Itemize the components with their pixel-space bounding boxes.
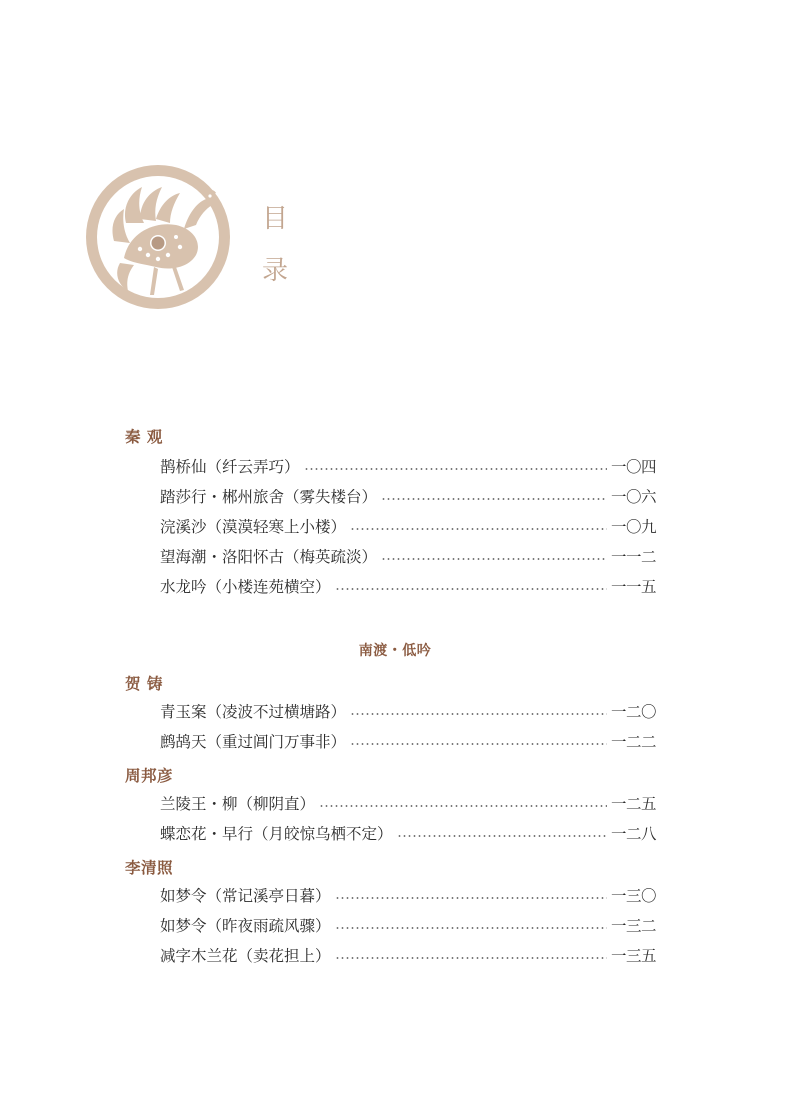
leader-dots xyxy=(335,588,607,590)
entry-page: 一〇六 xyxy=(610,488,656,506)
leader-dots xyxy=(335,957,607,959)
entry-page: 一二〇 xyxy=(610,703,656,721)
toc-entry[interactable] xyxy=(160,485,656,507)
leader-dots xyxy=(381,558,607,560)
author-heading: 李清照 xyxy=(125,858,174,877)
entry-page: 一一五 xyxy=(610,578,656,596)
toc-entry[interactable] xyxy=(160,545,656,567)
phoenix-emblem-icon xyxy=(84,163,232,311)
entry-title: 蝶恋花・早行（月皎惊乌栖不定） xyxy=(160,825,393,843)
toc-entry[interactable] xyxy=(160,455,656,477)
leader-dots xyxy=(350,528,607,530)
entry-title: 踏莎行・郴州旅舍（雾失楼台） xyxy=(160,488,378,506)
author-heading: 贺 铸 xyxy=(125,674,163,693)
entry-page: 一二五 xyxy=(610,795,656,813)
entry-title: 如梦令（常记溪亭日暮） xyxy=(160,887,331,905)
entry-title: 水龙吟（小楼连苑横空） xyxy=(160,578,331,596)
part-title: 南渡・低吟 xyxy=(358,643,432,659)
toc-entry[interactable] xyxy=(160,700,656,722)
entry-page: 一三〇 xyxy=(610,887,656,905)
entry-title: 如梦令（昨夜雨疏风骤） xyxy=(160,917,331,935)
entry-page: 一三五 xyxy=(610,947,656,965)
entry-page: 一〇九 xyxy=(610,518,656,536)
leader-dots xyxy=(350,743,607,745)
leader-dots xyxy=(335,897,607,899)
entry-page: 一一二 xyxy=(610,548,656,566)
toc-entry[interactable] xyxy=(160,730,656,752)
entry-page: 一二二 xyxy=(610,733,656,751)
toc-entry[interactable] xyxy=(160,792,656,814)
toc-entry[interactable] xyxy=(160,822,656,844)
toc-entry[interactable] xyxy=(160,914,656,936)
toc-entry[interactable] xyxy=(160,575,656,597)
entry-page: 一三二 xyxy=(610,917,656,935)
entry-title: 鹊桥仙（纤云弄巧） xyxy=(160,458,300,476)
leader-dots xyxy=(319,805,607,807)
leader-dots xyxy=(335,927,607,929)
entry-title: 望海潮・洛阳怀古（梅英疏淡） xyxy=(160,548,378,566)
leader-dots xyxy=(350,713,607,715)
leader-dots xyxy=(381,498,607,500)
author-heading: 秦 观 xyxy=(125,427,163,446)
entry-title: 兰陵王・柳（柳阴直） xyxy=(160,795,316,813)
entry-page: 一二八 xyxy=(610,825,656,843)
toc-entry[interactable] xyxy=(160,884,656,906)
entry-title: 浣溪沙（漠漠轻寒上小楼） xyxy=(160,518,347,536)
toc-entry[interactable] xyxy=(160,515,656,537)
entry-title: 鹧鸪天（重过阊门万事非） xyxy=(160,733,347,751)
heading-lu: 录 xyxy=(262,256,289,286)
toc-entry[interactable] xyxy=(160,944,656,966)
entry-page: 一〇四 xyxy=(610,458,656,476)
leader-dots xyxy=(304,468,607,470)
entry-title: 青玉案（凌波不过横塘路） xyxy=(160,703,347,721)
entry-title: 减字木兰花（卖花担上） xyxy=(160,947,331,965)
leader-dots xyxy=(397,835,607,837)
author-heading: 周邦彦 xyxy=(125,766,174,785)
heading-mu: 目 xyxy=(262,204,289,234)
